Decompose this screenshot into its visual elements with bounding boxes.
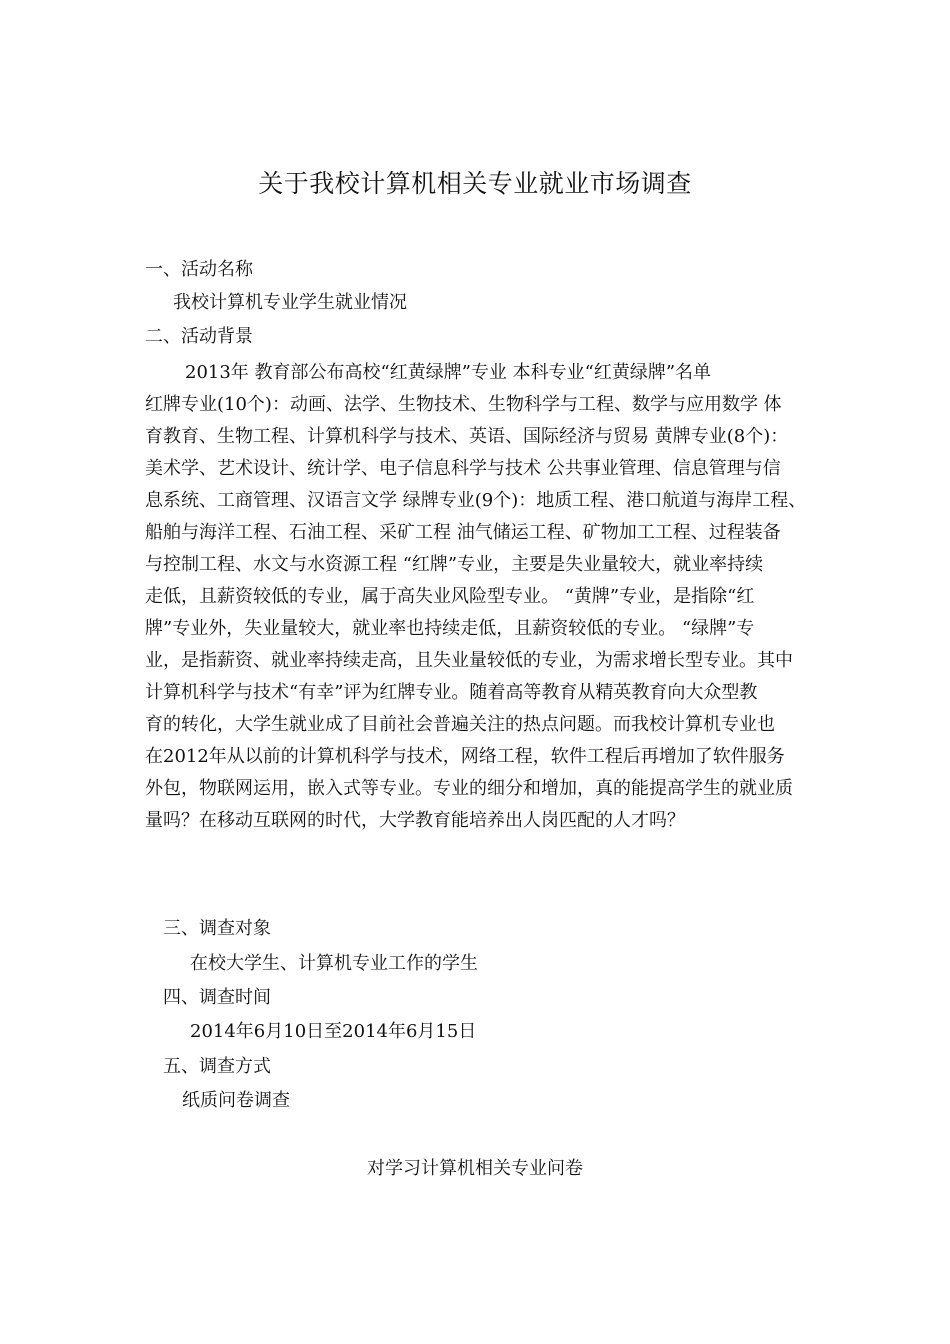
paragraph-line: 计算机科学与技术“有幸”评为红牌专业。随着高等教育从精英教育向大众型教 xyxy=(145,682,758,703)
paragraph-line: 走低，且薪资较低的专业，属于高失业风险型专业。 “黄牌”专业，是指除“红 xyxy=(145,586,755,607)
paragraph-line: 育的转化，大学生就业成了目前社会普遍关注的热点问题。而我校计算机专业也 xyxy=(145,714,775,735)
paragraph-line: 量吗？在移动互联网的时代，大学教育能培养出人岗匹配的人才吗？ xyxy=(145,810,685,831)
paragraph-line: 在2012年从以前的计算机科学与技术，网络工程，软件工程后再增加了软件服务 xyxy=(145,746,785,767)
activity-name-content: 我校计算机专业学生就业情况 xyxy=(173,292,407,313)
paragraph-line: 船舶与海洋工程、石油工程、采矿工程 油气储运工程、矿物加工工程、过程装备 xyxy=(145,522,781,543)
paragraph-line: 育教育、生物工程、计算机科学与技术、英语、国际经济与贸易 黄牌专业(8个)： xyxy=(145,426,789,447)
paragraph-line: 外包，物联网运用，嵌入式等专业。专业的细分和增加，真的能提高学生的就业质 xyxy=(145,778,793,799)
paragraph-line: 与控制工程、水文与水资源工程 “红牌”专业，主要是失业量较大，就业率持续 xyxy=(145,554,764,575)
paragraph-line: 2013年 教育部公布高校“红黄绿牌”专业 本科专业“红黄绿牌”名单 xyxy=(185,362,712,383)
document-title: 关于我校计算机相关专业就业市场调查 xyxy=(258,169,692,198)
section-heading-activity-name: 一、活动名称 xyxy=(145,259,253,280)
paragraph-line: 牌”专业外，失业量较大，就业率也持续走低，且薪资较低的专业。 “绿牌”专 xyxy=(145,618,755,639)
survey-method-content: 纸质问卷调查 xyxy=(182,1090,290,1111)
paragraph-line: 美术学、艺术设计、统计学、电子信息科学与技术 公共事业管理、信息管理与信 xyxy=(145,458,781,479)
survey-subjects-content: 在校大学生、计算机专业工作的学生 xyxy=(190,953,478,974)
paragraph-line: 业，是指薪资、就业率持续走高，且失业量较低的专业，为需求增长型专业。其中 xyxy=(145,650,793,671)
section-heading-survey-method: 五、调查方式 xyxy=(163,1056,271,1077)
survey-time-content: 2014年6月10日至2014年6月15日 xyxy=(190,1021,477,1042)
activity-background-paragraph xyxy=(145,357,810,837)
paragraph-line: 息系统、工商管理、汉语言文学 绿牌专业(9个)：地质工程、港口航道与海岸工程、 xyxy=(145,490,807,511)
section-heading-activity-background: 二、活动背景 xyxy=(145,326,253,347)
questionnaire-title: 对学习计算机相关专业问卷 xyxy=(367,1158,583,1179)
section-heading-survey-time: 四、调查时间 xyxy=(163,987,271,1008)
section-heading-survey-subjects: 三、调查对象 xyxy=(163,918,271,939)
paragraph-line: 红牌专业(10个)：动画、法学、生物技术、生物科学与工程、数学与应用数学 体 xyxy=(145,394,782,415)
